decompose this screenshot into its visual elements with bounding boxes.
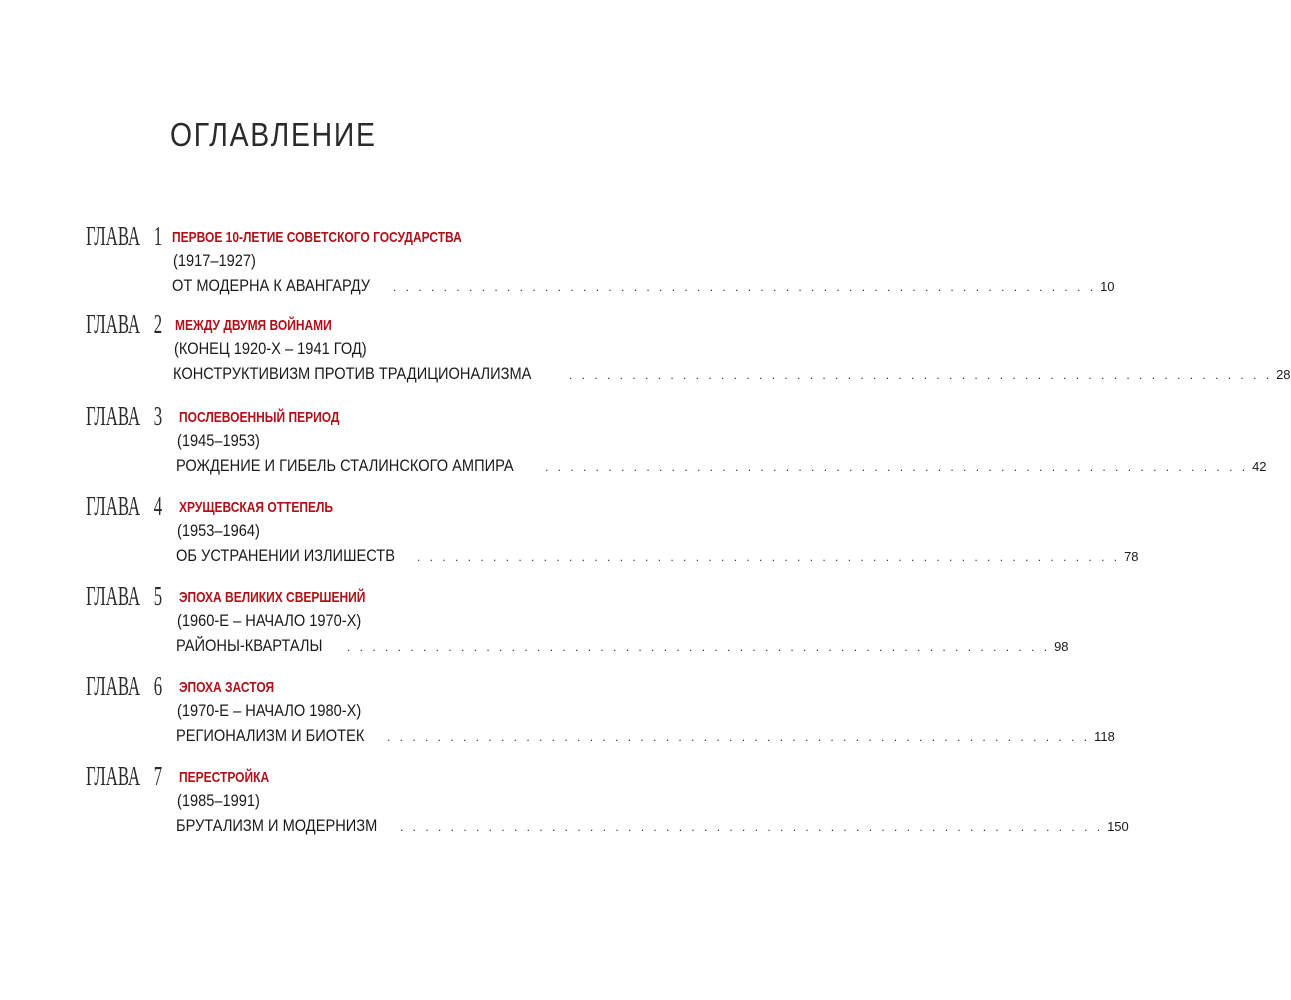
- toc-entry-chapter-4[interactable]: [0, 491, 1139, 592]
- toc-entry-chapter-3[interactable]: [0, 401, 1267, 502]
- chapter-title: ПОСЛЕВОЕННЫЙ ПЕРИОД: [179, 409, 340, 426]
- chapter-title: МЕЖДУ ДВУМЯ ВОЙНАМИ: [175, 317, 332, 334]
- chapter-title: ХРУЩЕВСКАЯ ОТТЕПЕЛЬ: [179, 499, 334, 516]
- chapter-period: (1985–1991): [177, 791, 260, 810]
- chapter-label: ГЛАВА 6: [86, 671, 163, 701]
- toc-entry-chapter-6[interactable]: [0, 671, 1115, 772]
- chapter-label: ГЛАВА 7: [86, 761, 163, 791]
- chapter-title: ПЕРЕСТРОЙКА: [179, 769, 270, 786]
- chapter-subtitle: РЕГИОНАЛИЗМ И БИОТЕК: [176, 726, 365, 745]
- chapter-period: (1960-Е – НАЧАЛО 1970-Х): [177, 611, 362, 630]
- chapter-period: (КОНЕЦ 1920-Х – 1941 ГОД): [174, 339, 367, 358]
- chapter-title: ЭПОХА ВЕЛИКИХ СВЕРШЕНИЙ: [179, 589, 366, 606]
- dot-leader: . . . . . . . . . . . . . . . . . . . . . . . . . . . . . . . . . . . . . . . . . . . . . . . . . . . . . . . .: [347, 640, 1051, 654]
- toc-entry-chapter-2[interactable]: [0, 309, 1291, 410]
- page-number[interactable]: 42: [1252, 459, 1267, 474]
- page-number[interactable]: 78: [1124, 549, 1139, 564]
- chapter-label: ГЛАВА 5: [86, 581, 163, 611]
- chapter-label: ГЛАВА 3: [86, 401, 163, 431]
- chapter-period: (1917–1927): [173, 251, 256, 270]
- page-number[interactable]: 150: [1107, 819, 1129, 834]
- dot-leader: . . . . . . . . . . . . . . . . . . . . . . . . . . . . . . . . . . . . . . . . . . . . . . . . . . . . . . . .: [417, 550, 1121, 564]
- chapter-period: (1953–1964): [177, 521, 260, 540]
- toc-entry-chapter-5[interactable]: [0, 581, 1069, 682]
- chapter-subtitle: ОБ УСТРАНЕНИИ ИЗЛИШЕСТВ: [176, 546, 395, 565]
- chapter-period: (1970-Е – НАЧАЛО 1980-Х): [177, 701, 362, 720]
- chapter-subtitle: КОНСТРУКТИВИЗМ ПРОТИВ ТРАДИЦИОНАЛИЗМА: [173, 364, 532, 383]
- page-number[interactable]: 28: [1276, 367, 1291, 382]
- toc-entry-chapter-7[interactable]: [0, 761, 1129, 862]
- page-number[interactable]: 118: [1094, 729, 1115, 744]
- chapter-period: (1945–1953): [177, 431, 260, 450]
- chapter-label: ГЛАВА 4: [86, 491, 163, 521]
- chapter-subtitle: ОТ МОДЕРНА К АВАНГАРДУ: [172, 276, 371, 295]
- dot-leader: . . . . . . . . . . . . . . . . . . . . . . . . . . . . . . . . . . . . . . . . . . . . . . . . . . . . . . . .: [400, 820, 1104, 834]
- toc-heading: ОГЛАВЛЕНИЕ: [170, 116, 377, 153]
- page-number[interactable]: 10: [1100, 279, 1115, 294]
- chapter-title: ЭПОХА ЗАСТОЯ: [179, 679, 275, 696]
- dot-leader: . . . . . . . . . . . . . . . . . . . . . . . . . . . . . . . . . . . . . . . . . . . . . . . . . . . . . . . .: [569, 368, 1273, 382]
- chapter-subtitle: РАЙОНЫ-КВАРТАЛЫ: [176, 636, 323, 655]
- chapter-label: ГЛАВА 2: [86, 309, 163, 339]
- chapter-subtitle: БРУТАЛИЗМ И МОДЕРНИЗМ: [176, 816, 378, 835]
- dot-leader: . . . . . . . . . . . . . . . . . . . . . . . . . . . . . . . . . . . . . . . . . . . . . . . . . . . . . . . .: [393, 280, 1097, 294]
- dot-leader: . . . . . . . . . . . . . . . . . . . . . . . . . . . . . . . . . . . . . . . . . . . . . . . . . . . . . . . .: [545, 460, 1249, 474]
- chapter-label: ГЛАВА 1: [86, 221, 163, 251]
- chapter-subtitle: РОЖДЕНИЕ И ГИБЕЛЬ СТАЛИНСКОГО АМПИРА: [176, 456, 514, 475]
- chapter-title: ПЕРВОЕ 10-ЛЕТИЕ СОВЕТСКОГО ГОСУДАРСТВА: [172, 229, 462, 246]
- dot-leader: . . . . . . . . . . . . . . . . . . . . . . . . . . . . . . . . . . . . . . . . . . . . . . . . . . . . . . . .: [387, 730, 1091, 744]
- page-number[interactable]: 98: [1054, 639, 1069, 654]
